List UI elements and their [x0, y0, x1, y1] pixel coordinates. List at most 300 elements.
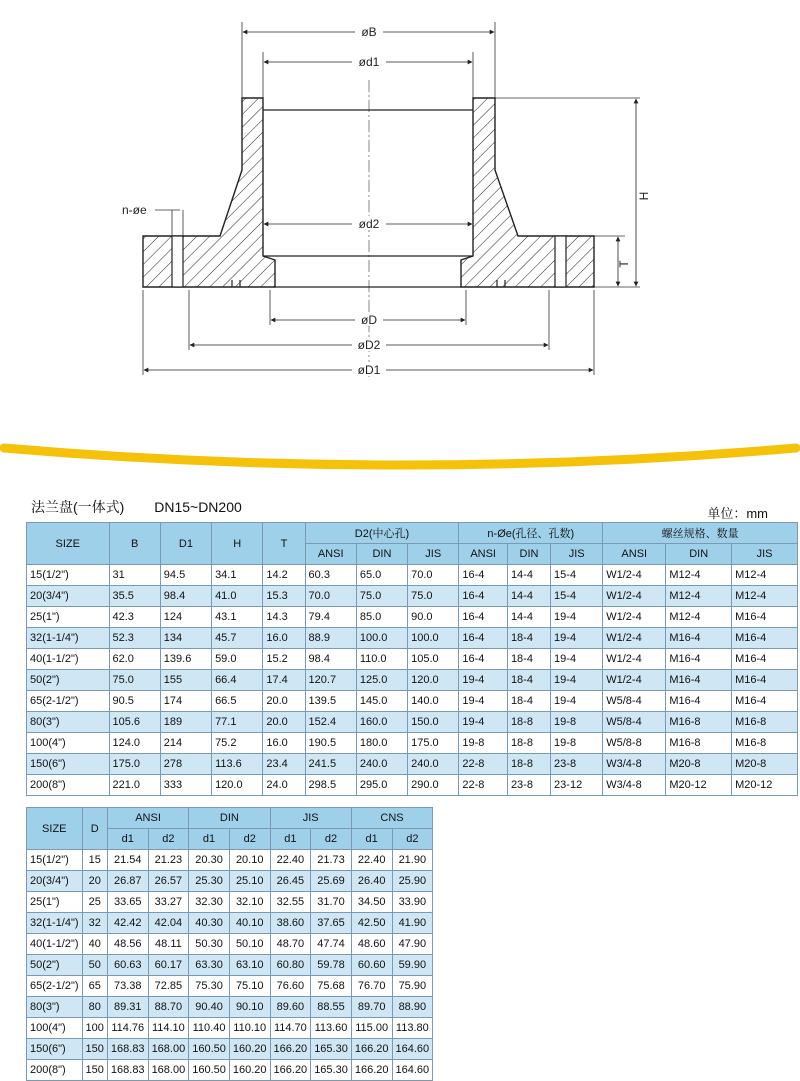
table-cell: 19-4	[551, 691, 603, 712]
table-cell: 23.4	[263, 754, 305, 775]
header-size: SIZE	[27, 523, 110, 565]
table-cell: 34.50	[351, 892, 392, 913]
table-cell: 45.7	[212, 628, 263, 649]
table-row	[27, 733, 798, 754]
table-cell: 79.4	[305, 607, 356, 628]
table-cell: 298.5	[305, 775, 356, 796]
table-cell: 19-4	[459, 670, 508, 691]
table-cell: 89.60	[270, 997, 311, 1018]
table-cell: W5/8-4	[603, 712, 666, 733]
table-cell: 15-4	[551, 586, 603, 607]
table-cell: 63.30	[189, 955, 230, 976]
table-cell: W1/2-4	[603, 649, 666, 670]
table-cell: 59.0	[212, 649, 263, 670]
table-cell: 40.30	[189, 913, 230, 934]
table-cell: 175.0	[408, 733, 459, 754]
table-cell: M16-8	[666, 733, 732, 754]
table-cell: 50.10	[229, 934, 270, 955]
table-cell: 65.0	[356, 565, 407, 586]
table-cell: 23-8	[507, 775, 550, 796]
dim-label-d: øD	[361, 313, 377, 327]
table-cell: 32.55	[270, 892, 311, 913]
flange-cross-section-drawing	[0, 0, 800, 470]
table-cell: 94.5	[160, 565, 211, 586]
table-cell: 14.3	[263, 607, 305, 628]
header-d2-group: D2(中心孔)	[305, 523, 459, 544]
table-cell: 25.90	[392, 871, 433, 892]
table-cell: 31	[109, 565, 160, 586]
header-bolt-jis: JIS	[732, 544, 798, 565]
table-cell: 66.5	[212, 691, 263, 712]
dim-label-d1: ød1	[358, 55, 380, 69]
table-cell: 18-4	[507, 628, 550, 649]
table-cell: 66.4	[212, 670, 263, 691]
table-cell: 33.27	[148, 892, 189, 913]
table-row	[27, 1039, 433, 1060]
table-cell: 65	[82, 976, 107, 997]
table-cell: 70.0	[305, 586, 356, 607]
table-cell: 139.5	[305, 691, 356, 712]
table-cell: M16-8	[732, 712, 798, 733]
table-cell: M20-12	[666, 775, 732, 796]
table-cell: M20-12	[732, 775, 798, 796]
table-cell: 16-4	[459, 586, 508, 607]
header-t: T	[263, 523, 305, 565]
table-cell: 160.0	[356, 712, 407, 733]
table-cell: 60.63	[107, 955, 148, 976]
table-cell: 62.0	[109, 649, 160, 670]
table-row	[27, 997, 433, 1018]
table-cell: W1/2-4	[603, 628, 666, 649]
table-cell: 18-8	[507, 712, 550, 733]
table-cell: M20-8	[732, 754, 798, 775]
table-cell: 59.78	[311, 955, 352, 976]
caption-title-row	[31, 497, 242, 517]
table-cell: 75.30	[189, 976, 230, 997]
cell-size: 150(6")	[27, 754, 110, 775]
header2-size: SIZE	[27, 808, 83, 850]
table-row	[27, 976, 433, 997]
table-cell: M16-4	[666, 649, 732, 670]
table-cell: 110.40	[189, 1018, 230, 1039]
table-cell: 166.20	[270, 1039, 311, 1060]
table-cell: M16-4	[732, 691, 798, 712]
table-cell: 40	[82, 934, 107, 955]
table-cell: 124	[160, 607, 211, 628]
table-cell: 113.6	[212, 754, 263, 775]
table-cell: 76.60	[270, 976, 311, 997]
table-cell: 100	[82, 1018, 107, 1039]
header-bolt-ansi: ANSI	[603, 544, 666, 565]
table-cell: 31.70	[311, 892, 352, 913]
table-cell: 85.0	[356, 607, 407, 628]
table-cell: 14-4	[507, 586, 550, 607]
table-cell: 168.00	[148, 1060, 189, 1081]
table-cell: 168.00	[148, 1039, 189, 1060]
table-cell: 50.30	[189, 934, 230, 955]
caption-unit: 单位：mm	[707, 506, 768, 521]
table-cell: 76.70	[351, 976, 392, 997]
table-cell: 124.0	[109, 733, 160, 754]
table-row	[27, 850, 433, 871]
table-cell: 168.83	[107, 1039, 148, 1060]
table-cell: 52.3	[109, 628, 160, 649]
table-cell: M12-4	[666, 586, 732, 607]
header-d2-ansi: ANSI	[305, 544, 356, 565]
table-cell: 278	[160, 754, 211, 775]
table-cell: 105.6	[109, 712, 160, 733]
table-cell: 290.0	[408, 775, 459, 796]
table-cell: 47.74	[311, 934, 352, 955]
table-cell: 25.30	[189, 871, 230, 892]
table-cell: 90.0	[408, 607, 459, 628]
table-cell: 100.0	[356, 628, 407, 649]
table-cell: 89.70	[351, 997, 392, 1018]
table-cell: 19-4	[551, 607, 603, 628]
table-cell: 113.60	[311, 1018, 352, 1039]
header2-cns: CNS	[351, 808, 432, 829]
cell-size: 80(3")	[27, 997, 83, 1018]
table-cell: M16-4	[732, 628, 798, 649]
header-bolt-group: 螺丝规格、数量	[603, 523, 798, 544]
table-row	[27, 628, 798, 649]
header-bolt-din: DIN	[666, 544, 732, 565]
dim-label-d1-outer: øD1	[357, 363, 381, 377]
table-cell: 240.0	[408, 754, 459, 775]
table-cell: 88.70	[148, 997, 189, 1018]
cell-size: 50(2")	[27, 955, 83, 976]
table-cell: M16-8	[732, 733, 798, 754]
table-cell: 15.3	[263, 586, 305, 607]
table-cell: 60.17	[148, 955, 189, 976]
cell-size: 40(1-1/2")	[27, 934, 83, 955]
table-cell: 221.0	[109, 775, 160, 796]
table-cell: W3/4-8	[603, 775, 666, 796]
table-cell: W5/8-8	[603, 733, 666, 754]
header2-ansi-d2: d2	[148, 829, 189, 850]
table-cell: 59.90	[392, 955, 433, 976]
table-cell: 17.4	[263, 670, 305, 691]
table-cell: 16.0	[263, 733, 305, 754]
table-cell: W1/2-4	[603, 565, 666, 586]
table-cell: 24.0	[263, 775, 305, 796]
table-row	[27, 955, 433, 976]
table-cell: 15-4	[551, 565, 603, 586]
table-cell: 42.3	[109, 607, 160, 628]
table-cell: 214	[160, 733, 211, 754]
table-cell: 21.54	[107, 850, 148, 871]
table-cell: 60.60	[351, 955, 392, 976]
cell-size: 100(4")	[27, 1018, 83, 1039]
dim-label-d2-outer: øD2	[357, 338, 381, 352]
table-cell: 40.10	[229, 913, 270, 934]
table-row	[27, 586, 798, 607]
table-cell: 26.87	[107, 871, 148, 892]
header-ne-ansi: ANSI	[459, 544, 508, 565]
table-cell: 114.10	[148, 1018, 189, 1039]
cell-size: 32(1-1/4")	[27, 628, 110, 649]
header2-din-d2: d2	[229, 829, 270, 850]
table-cell: 48.56	[107, 934, 148, 955]
table-cell: M12-4	[666, 565, 732, 586]
header2-cns-d2: d2	[392, 829, 433, 850]
header2-din-d1: d1	[189, 829, 230, 850]
table-cell: 23-12	[551, 775, 603, 796]
table-cell: 100.0	[408, 628, 459, 649]
header-ne-jis: JIS	[551, 544, 603, 565]
table-cell: 20	[82, 871, 107, 892]
table-cell: 16-4	[459, 649, 508, 670]
header-ne-din: DIN	[507, 544, 550, 565]
cell-size: 20(3/4")	[27, 871, 83, 892]
table-cell: 160.50	[189, 1060, 230, 1081]
table-cell: 43.1	[212, 607, 263, 628]
header2-jis: JIS	[270, 808, 351, 829]
table-cell: M12-4	[732, 565, 798, 586]
table-cell: 295.0	[356, 775, 407, 796]
header-ne-group: n-Øe(孔径、孔数)	[459, 523, 603, 544]
table-cell: W1/2-4	[603, 670, 666, 691]
table-cell: 34.1	[212, 565, 263, 586]
flange-dimension-table-body	[27, 565, 798, 796]
header2-jis-d1: d1	[270, 829, 311, 850]
table-cell: 145.0	[356, 691, 407, 712]
table-cell: 160.20	[229, 1060, 270, 1081]
table-cell: 18-4	[507, 649, 550, 670]
table-cell: 113.80	[392, 1018, 433, 1039]
table-cell: 16-4	[459, 628, 508, 649]
table-cell: 26.45	[270, 871, 311, 892]
table-cell: 19-8	[551, 733, 603, 754]
header-d1: D1	[160, 523, 211, 565]
table-cell: 22.40	[270, 850, 311, 871]
table-row	[27, 871, 433, 892]
table-cell: 166.20	[351, 1060, 392, 1081]
table-cell: 98.4	[305, 649, 356, 670]
table-cell: 120.0	[212, 775, 263, 796]
table-cell: 90.10	[229, 997, 270, 1018]
table-cell: 333	[160, 775, 211, 796]
table-cell: 155	[160, 670, 211, 691]
table-row	[27, 934, 433, 955]
table-cell: 14.2	[263, 565, 305, 586]
pipe-diameter-table	[26, 807, 433, 1081]
table-cell: 150	[82, 1060, 107, 1081]
flange-dimension-table	[26, 522, 798, 796]
table-cell: 139.6	[160, 649, 211, 670]
table-cell: 240.0	[356, 754, 407, 775]
table-cell: 19-8	[551, 712, 603, 733]
table-cell: 33.90	[392, 892, 433, 913]
table-row	[27, 712, 798, 733]
cell-size: 80(3")	[27, 712, 110, 733]
table-cell: 180.0	[356, 733, 407, 754]
pipe-diameter-table-body	[27, 850, 433, 1081]
table-cell: 152.4	[305, 712, 356, 733]
table-cell: 115.00	[351, 1018, 392, 1039]
header-h: H	[212, 523, 263, 565]
header2-din: DIN	[189, 808, 270, 829]
table-cell: 140.0	[408, 691, 459, 712]
table-cell: 134	[160, 628, 211, 649]
table-cell: 189	[160, 712, 211, 733]
table-cell: 75.0	[109, 670, 160, 691]
dim-label-h: H	[637, 191, 651, 201]
cell-size: 200(8")	[27, 775, 110, 796]
table-cell: 20.0	[263, 691, 305, 712]
table-cell: W1/2-4	[603, 607, 666, 628]
table-cell: 19-8	[459, 733, 508, 754]
header2-ansi-d1: d1	[107, 829, 148, 850]
table-cell: 110.10	[229, 1018, 270, 1039]
table-cell: 16.0	[263, 628, 305, 649]
table-cell: 88.90	[392, 997, 433, 1018]
table-row	[27, 670, 798, 691]
table-cell: 22-8	[459, 754, 508, 775]
table-cell: 48.11	[148, 934, 189, 955]
table-row	[27, 1060, 433, 1081]
table-cell: 19-4	[551, 628, 603, 649]
table-cell: 25.10	[229, 871, 270, 892]
yellow-divider-arc	[4, 448, 796, 465]
table-cell: 164.60	[392, 1039, 433, 1060]
table-cell: 33.65	[107, 892, 148, 913]
header2-d: D	[82, 808, 107, 850]
cell-size: 100(4")	[27, 733, 110, 754]
table-cell: 75.68	[311, 976, 352, 997]
table-cell: 75.10	[229, 976, 270, 997]
table-cell: M16-4	[666, 628, 732, 649]
table-cell: 110.0	[356, 649, 407, 670]
header2-jis-d2: d2	[311, 829, 352, 850]
table-cell: 32	[82, 913, 107, 934]
header2-ansi: ANSI	[107, 808, 188, 829]
table-row	[27, 565, 798, 586]
table-cell: 32.30	[189, 892, 230, 913]
cell-size: 25(1")	[27, 607, 110, 628]
table-cell: 63.10	[229, 955, 270, 976]
table-cell: 26.40	[351, 871, 392, 892]
table-cell: M16-8	[666, 712, 732, 733]
table-cell: 16-4	[459, 607, 508, 628]
table-cell: W1/2-4	[603, 586, 666, 607]
table-cell: 166.20	[270, 1060, 311, 1081]
table-row	[27, 691, 798, 712]
table-cell: 16-4	[459, 565, 508, 586]
table-cell: 50	[82, 955, 107, 976]
cell-size: 25(1")	[27, 892, 83, 913]
dim-label-bolt-holes: n-øe	[122, 203, 147, 217]
table-cell: 160.50	[189, 1039, 230, 1060]
table-cell: M20-8	[666, 754, 732, 775]
table-cell: 37.65	[311, 913, 352, 934]
table-cell: 90.5	[109, 691, 160, 712]
table-cell: 19-4	[459, 691, 508, 712]
table-cell: 14-4	[507, 565, 550, 586]
table-cell: 164.60	[392, 1060, 433, 1081]
table-row	[27, 913, 433, 934]
table-cell: 88.55	[311, 997, 352, 1018]
cell-size: 150(6")	[27, 1039, 83, 1060]
table-cell: 150	[82, 1039, 107, 1060]
table-cell: 35.5	[109, 586, 160, 607]
table-cell: 48.60	[351, 934, 392, 955]
cell-size: 200(8")	[27, 1060, 83, 1081]
table-cell: 42.42	[107, 913, 148, 934]
table-cell: 89.31	[107, 997, 148, 1018]
table-cell: M12-4	[732, 586, 798, 607]
table-cell: 42.50	[351, 913, 392, 934]
cell-size: 20(3/4")	[27, 586, 110, 607]
header2-cns-d1: d1	[351, 829, 392, 850]
table-cell: 70.0	[408, 565, 459, 586]
table-cell: 60.3	[305, 565, 356, 586]
table-cell: M16-4	[732, 670, 798, 691]
header-d2-din: DIN	[356, 544, 407, 565]
table-cell: 42.04	[148, 913, 189, 934]
cell-size: 50(2")	[27, 670, 110, 691]
table-cell: 19-4	[459, 712, 508, 733]
table-cell: 73.38	[107, 976, 148, 997]
table-cell: 60.80	[270, 955, 311, 976]
table-cell: 20.10	[229, 850, 270, 871]
table-cell: 22-8	[459, 775, 508, 796]
table-cell: 15	[82, 850, 107, 871]
table-cell: 120.7	[305, 670, 356, 691]
table-cell: 21.23	[148, 850, 189, 871]
table-cell: 18-8	[507, 733, 550, 754]
table-cell: 77.1	[212, 712, 263, 733]
dim-label-d2: ød2	[358, 217, 380, 231]
table-cell: 88.9	[305, 628, 356, 649]
header-d2-jis: JIS	[408, 544, 459, 565]
table-cell: 174	[160, 691, 211, 712]
table-cell: 26.57	[148, 871, 189, 892]
table-cell: 19-4	[551, 649, 603, 670]
cell-size: 40(1-1/2")	[27, 649, 110, 670]
table-cell: 90.40	[189, 997, 230, 1018]
table-cell: 114.70	[270, 1018, 311, 1039]
cell-size: 15(1/2")	[27, 565, 110, 586]
table-cell: 175.0	[109, 754, 160, 775]
table-cell: 47.90	[392, 934, 433, 955]
cell-size: 65(2-1/2")	[27, 976, 83, 997]
table-cell: 41.0	[212, 586, 263, 607]
table-cell: 75.0	[408, 586, 459, 607]
table-cell: 168.83	[107, 1060, 148, 1081]
table-cell: 41.90	[392, 913, 433, 934]
table-cell: W3/4-8	[603, 754, 666, 775]
table-cell: 160.20	[229, 1039, 270, 1060]
table-row	[27, 754, 798, 775]
table-cell: 18-4	[507, 691, 550, 712]
table-cell: M16-4	[732, 649, 798, 670]
caption-title: 法兰盘(一体式)	[31, 499, 125, 515]
table-cell: M16-4	[732, 607, 798, 628]
table-cell: W5/8-4	[603, 691, 666, 712]
table-cell: 125.0	[356, 670, 407, 691]
table-row	[27, 892, 433, 913]
cell-size: 65(2-1/2")	[27, 691, 110, 712]
table-cell: 19-4	[551, 670, 603, 691]
table-cell: 241.5	[305, 754, 356, 775]
table-cell: 21.73	[311, 850, 352, 871]
table-cell: 25.69	[311, 871, 352, 892]
table-cell: 75.2	[212, 733, 263, 754]
table-cell: 75.0	[356, 586, 407, 607]
table-cell: 20.0	[263, 712, 305, 733]
table-cell: 25	[82, 892, 107, 913]
